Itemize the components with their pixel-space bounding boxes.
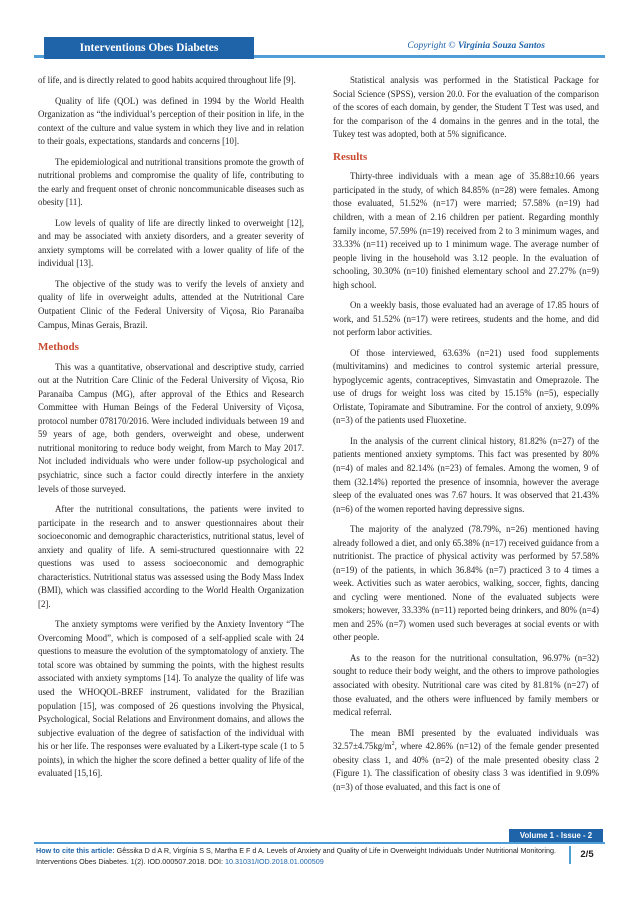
paragraph: The objective of the study was to verify the levels of anxiety and quality of life in overweight adults, attended at the Nutritional Care Outpatient Clinic of the Federal University of Viçosa, Rio Paranaíba Campus, Minas Gerais, Brazil.	[38, 278, 304, 330]
page-header	[34, 37, 605, 59]
cite-text: Gêssika D d A R, Virgínia S S, Martha E F d A. Levels of Anxiety and Quality of Life in Overweight Individuals Under Nutritional Monitoring. Interventions Obes Diabetes. 1(2). IOD.000507.2018. DOI:	[36, 846, 556, 866]
paragraph: This was a quantitative, observational and descriptive study, carried out at the Nutrition Care Clinic of the Federal University of Viçosa, Rio Paranaíba Campus (MG), after approval of the Ethics and Research Committee with Human Beings of the Federal University of Viçosa, protocol number 078170/2016. Were included individuals between 19 and 59 years of age, both genders, overweight and obese, underwent nutritional monitoring to reduce body weight, from March to May 2017. Not included individuals who were under follow-up psychological and psychiatric, since such a factor could directly interfere in the anxiety levels of those surveyed.	[38, 361, 304, 494]
copyright-prefix: Copyright ©	[407, 41, 458, 51]
methods-heading: Methods	[38, 341, 79, 354]
footer-rule	[34, 842, 605, 844]
paragraph: Statistical analysis was performed in the Statistical Package for Social Science (SPSS), version 20.0. For the evaluation of the comparison of the scores of each domain, by gender, the Student T Test was used, and for the comparison of the 4 domains in the genres and in the total, the Tukey test was adopted, both at 5% significance.	[333, 75, 599, 140]
paragraph: On a weekly basis, those evaluated had an average of 17.85 hours of work, and 51.52% (n=17) were retirees, students and the home, and did not perform labor activities.	[333, 300, 599, 338]
right-column	[333, 74, 599, 801]
journal-title: Interventions Obes Diabetes	[44, 37, 254, 59]
doi-link[interactable]: 10.31031/IOD.2018.01.000509	[224, 856, 324, 866]
copyright-author: Virgínia Souza Santos	[457, 41, 545, 51]
paragraph: After the nutritional consultations, the patients were invited to participate in the research and to answer questionnaires about their socioeconomic and demographic characteristics, nutritional status, level of anxiety and quality of life. A semi-structured questionnaire with 22 questions was used to assess socioeconomic and demographic characteristics. Nutritional status was assessed using the Body Mass Index (BMI), which was classified according to the World Health Organization [2].	[38, 504, 304, 609]
paragraph: Quality of life (QOL) was defined in 1994 by the World Health Organization as “the individual’s perception of their position in life, in the context of the culture and value system in which they live and in relation to their goals, expectations, standards and concerns [10].	[38, 95, 304, 147]
results-heading: Results	[333, 150, 368, 163]
paragraph: As to the reason for the nutritional consultation, 96.97% (n=32) sought to reduce their body weight, and the others to improve pathologies associated with obesity. Nutritional care was cited by 81.81% (n=27) of those evaluated, and the others were influenced by family members or medical referral.	[333, 652, 599, 718]
volume-badge: Volume 1 - Issue - 2	[509, 829, 603, 842]
copyright-notice	[407, 41, 545, 51]
paragraph: Of those interviewed, 63.63% (n=21) used food supplements (multivitamins) and medicines to control systemic arterial pressure, hypoglycemic agents, contraceptives, Simvastatin and Omeprazole. The use of drugs for weight loss was cited by 15.15% (n=5), especially Orlistate, Topiramate and Sibutramine. For the control of anxiety, 9.09% (n=3) of the patients used Fluoxetine.	[333, 347, 599, 426]
paragraph: The anxiety symptoms were verified by the Anxiety Inventory “The Overcoming Mood”, which is composed of a self-applied scale with 24 questions to measure the evolution of the symptomatology of anxiety. The total score was obtained by summing the points, with the highest results associated with anxiety symptoms [14]. To analyze the quality of life was used the WHOQOL-BREF instrument, validated for the Brazilian population [15], was composed of 26 questions involving the Physical, Psychological, Social Relations and Environment domains, and allows the subjective evaluation of the degree of satisfaction of the individual with his or her life. The responses were evaluated by a Likert-type scale (1 to 5 points), in which the higher the score defined a better quality of life of the evaluated [15,16].	[38, 619, 304, 779]
paragraph: The epidemiological and nutritional transitions promote the growth of nutritional problems and compromise the quality of life, contributing to the early and frequent onset of chronic noncommunicable diseases such as obesity [11].	[38, 156, 304, 208]
paragraph: In the analysis of the current clinical history, 81.82% (n=27) of the patients mentioned anxiety symptoms. This fact was presented by 80% (n=4) of males and 82.14% (n=23) of females. Among the women, 9 of them (32.14%) reported the presence of insomnia, however the average sleep of the evaluated ones was 7.67 hours. It was observed that 21.43% (n=6) of the women reported having depressive signs.	[333, 435, 599, 514]
page-number: 2/5	[569, 846, 603, 864]
bmi-text-start: The mean BMI presented by the evaluated individuals was 32.57±4.75kg/m	[333, 727, 599, 752]
bmi-text-end: , where 42.86% (n=12) of the female gender presented obesity class 1, and 40% (n=2) of the male presented obesity class 2 (Figure 1). The classification of obesity class 3 was identified in 9.09% (n=3) of those evaluated, and this fact is one of	[333, 741, 599, 792]
paragraph: The majority of the analyzed (78.79%, n=26) mentioned having already followed a diet, and only 65.38% (n=17) received guidance from a nutritionist. The practice of physical activity was performed by 57.58% (n=19) of the patients, in which 36.84% (n=7) practiced 3 to 4 times a week. Activities such as water aerobics, walking, soccer, fights, dancing and cycling were mentioned. None of the evaluated subjects were smokers; however, 33.33% (n=11) reported being drinkers, and 80% (n=4) men and 25% (n=7) women used such beverages at social events or with other people.	[333, 524, 599, 643]
paragraph	[333, 727, 599, 795]
superscript-2: 2	[391, 741, 395, 748]
paragraph: Thirty-three individuals with a mean age of 35.88±10.66 years participated in the study, of which 84.85% (n=28) were females. Among those evaluated, 51.52% (n=17) were married; 57.58% (n=19) had children, with a mean of 2.16 children per patient. Regarding monthly family income, 57.59% (n=19) received from 2 to 3 minimum wages, and 33.33% (n=11) received up to 1 minimum wage. The average number of people living in the household was 3.12 people. In the evaluation of schooling, 30.30% (n=10) finished elementary school and 27.27% (n=9) high school.	[333, 171, 599, 290]
paragraph: Low levels of quality of life are directly linked to overweight [12], and may be associated with anxiety disorders, and a greater severity of anxiety symptoms will be correlated with a lower quality of life of the individual [13].	[38, 217, 304, 269]
left-column	[38, 74, 304, 788]
citation-footer	[36, 846, 556, 868]
cite-label: How to cite this article:	[36, 846, 115, 855]
paragraph: of life, and is directly related to good habits acquired throughout life [9].	[38, 75, 296, 85]
